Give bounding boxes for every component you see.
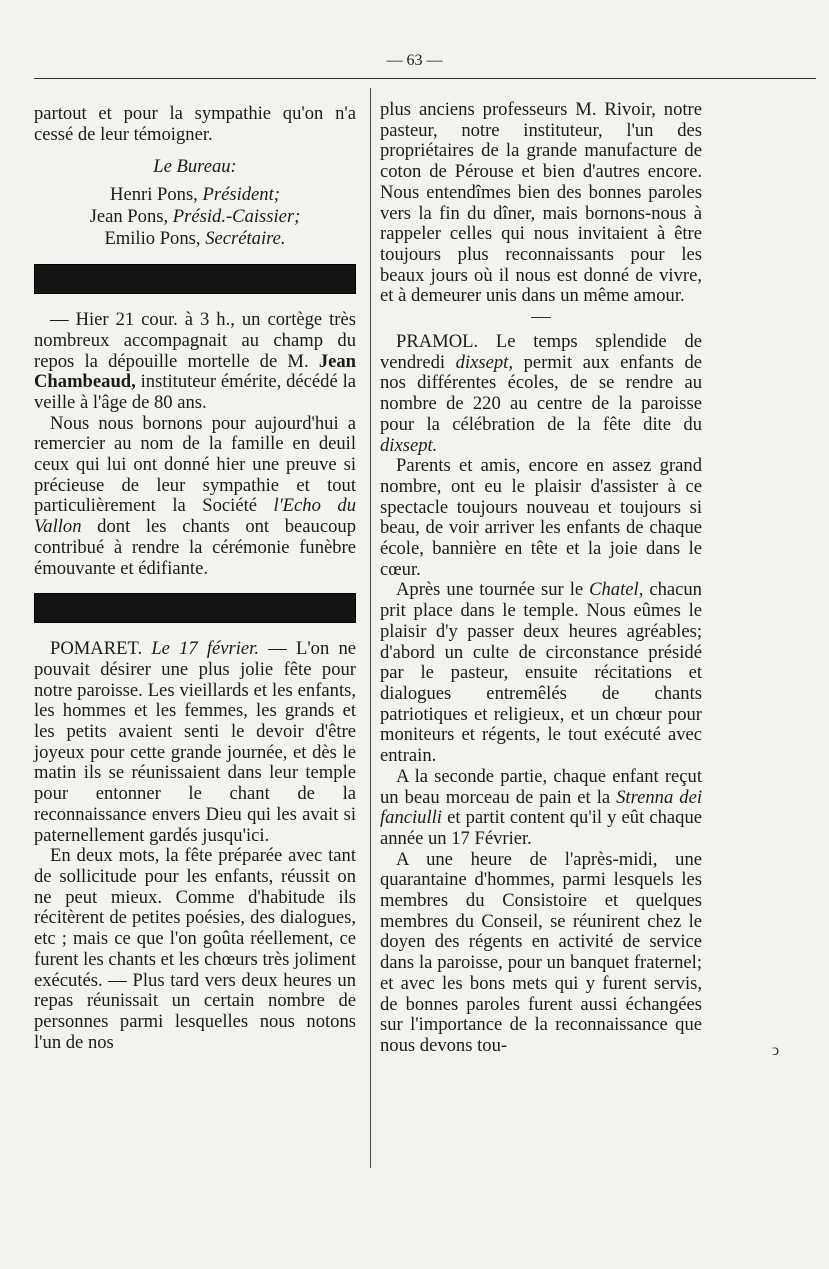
pomaret-paragraph: En deux mots, la fête préparée avec tant de sollicitude pour les enfants, réussit on ne peut mieux. Comme d'habitude ils récitèrent de petites poésies, des dialogues, etc ; mais ce que l'on goûta réellement, ce furent les chants et les chœurs très joliment exécutés. — Plus tard vers deux heures un repas réunissait un certain nombre de personnes parmi lesquelles nous notons l'un de nos: [34, 845, 356, 1053]
place-name: PRAMOL.: [396, 331, 479, 353]
page-number: — 63 —: [386, 52, 443, 69]
pomaret-paragraph: [34, 639, 356, 846]
deceased-name: Jean Chambeaud,: [34, 350, 356, 393]
signature-name: Henri Pons,: [110, 184, 198, 206]
column-divider: [370, 88, 371, 1168]
society-name: l'Echo du Vallon: [34, 495, 356, 538]
obit-text: — Hier 21 cour. à 3 h., un cortège très nombreux accompagnait au champ du repos la dépouille mortelle de M.: [34, 309, 356, 372]
obit-text: dont les chants ont beaucoup contribué à rendre la cérémonie funèbre émouvante et édifiante.: [34, 516, 356, 579]
pramol-paragraph: [380, 580, 702, 766]
signature-line: [34, 184, 356, 206]
pramol-paragraph: Parents et amis, encore en assez grand nombre, ont eu le plaisir d'assister à ce spectacle toujours nouveau et toujours si beau, de voir arriver les enfants de chaque école, bannière en tête et la joie dans le cœur.: [380, 455, 702, 580]
signature-role: Président;: [202, 184, 280, 206]
italic-term: Strenna dei fanciulli: [380, 786, 702, 829]
pramol-text: Le temps splendide de vendredi: [380, 331, 702, 373]
obit-text: instituteur émérite, décédé la veille à l'âge de 80 ans.: [34, 371, 356, 413]
signature-line: [34, 206, 356, 228]
header-rule: [34, 78, 816, 79]
italic-term: Chatel,: [589, 579, 644, 601]
signature-name: Jean Pons,: [89, 206, 169, 228]
obituary-paragraph: [34, 310, 356, 414]
pramol-paragraph: [380, 332, 702, 456]
obituary-paragraph: [34, 414, 356, 580]
pramol-paragraph: A une heure de l'après-midi, une quarantaine d'hommes, parmi lesquels les membres du Consistoire et quelques membres du Conseil, se réunirent chez le doyen des régents en activité de service dans la paroisse, pour un banquet fraternel; et avec les bons mets qui y furent servis, de bonnes paroles furent aussi échangées sur l'importance de la reconnaissance que nous devons tou-: [380, 848, 702, 1056]
pramol-text: chacun prit place dans le temple. Nous eûmes le plaisir d'y passer deux heures agréables; d'abord un culte de circonstance présidé par le pasteur, ensuite récitations et dialogues entremêlés de chants patriotiques et religieux, et un chœur pour moniteurs et régents, le tout exécuté avec entrain.: [380, 579, 702, 767]
black-banner: [34, 264, 356, 294]
pramol-paragraph: [380, 767, 702, 850]
black-banner: [34, 593, 356, 623]
signature-line: [34, 228, 356, 250]
signature-name: Emilio Pons,: [104, 228, 201, 250]
obit-text: Nous nous bornons pour aujourd'hui a remercier au nom de la famille en deuil ceux qui lui ont donné hier une preuve si précieuse de leur sympathie et tout particulièrement la Société: [34, 412, 356, 517]
pramol-text: permit aux enfants de nos différentes écoles, de se rendre au nombre de 220 au centre de la paroisse pour la célébration de la fête dite du: [380, 351, 702, 435]
signature-role: Présid.-Caissier;: [172, 206, 301, 228]
pomaret-text: — L'on ne pouvait désirer une plus jolie fête pour notre paroisse. Les vieillards et les enfants, les hommes et les femmes, les grands et les petits avaient senti le devoir d'être joyeux pour cette grande journée, et dès le matin ils se réunissaient dans leur temple pour entonner le chant de la reconnaissance envers Dieu qui les avait si paternellement gardés jusqu'ici.: [34, 638, 356, 846]
right-column: [380, 100, 702, 1057]
left-column: [34, 104, 356, 1053]
continued-paragraph: plus anciens professeurs M. Rivoir, notre pasteur, notre instituteur, l'un des propriétaires de la grande manufacture de coton de Pérouse et bien d'autres encore. Nous entendîmes bien des bonnes paroles vers la fin du dîner, mais bornons-nous à rappeler celles qui nous invitaient à être toujours plus reconnaissants pour les beaux jours où il nous est donné de vivre, et à demeurer unis dans un même amour.: [380, 99, 702, 307]
signature-heading: Le Bureau:: [153, 156, 237, 178]
pramol-text: A la seconde partie, chaque enfant reçut un beau morceau de pain et la: [380, 765, 702, 808]
date-heading: Le 17 février.: [151, 638, 260, 660]
italic-term: dixsept,: [455, 351, 513, 373]
pramol-text: Après une tournée sur le: [396, 579, 590, 601]
section-rule: [531, 317, 551, 318]
pramol-text: et partit content qu'il y eût chaque année un 17 Février.: [380, 807, 702, 849]
italic-term: dixsept.: [380, 434, 438, 456]
place-name: POMARET.: [50, 638, 143, 660]
margin-mark: ↄ: [772, 1042, 780, 1059]
signature-role: Secrétaire.: [205, 228, 286, 250]
intro-paragraph: partout et pour la sympathie qu'on n'a cessé de leur témoigner.: [34, 103, 356, 145]
